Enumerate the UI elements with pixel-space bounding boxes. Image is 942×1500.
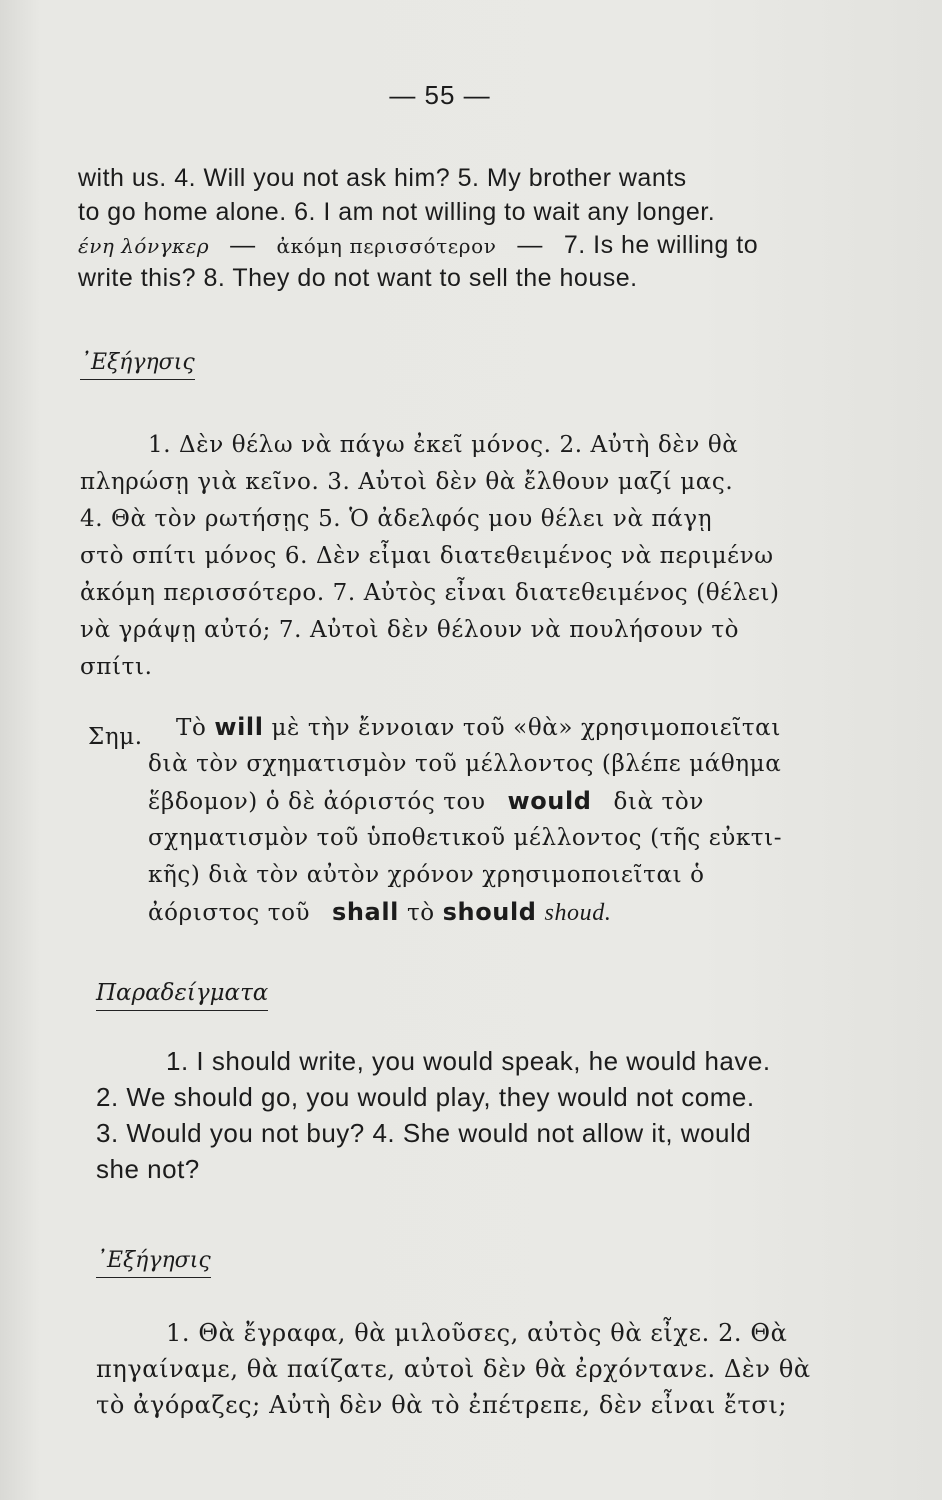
exercise-line-1: with us. 4. Will you not ask him? 5. My brother wants [78,164,687,192]
keyword-will: will [214,713,264,741]
exercise-line-4: write this? 8. They do not want to sell the house. [78,264,638,292]
greek-translation: ἀκόμη περισσότερον [276,234,497,258]
note-line-3 [148,786,704,817]
example-line: 1. I should write, you would speak, he would have. [166,1046,771,1076]
note-text: διὰ τὸν [613,789,704,815]
explanation-line: νὰ γράψῃ αὐτό; 7. Αὐτοὶ δὲν θέλουν νὰ πουλήσουν τὸ [80,617,740,643]
note-text: Τὸ [176,715,207,741]
explanation2-line: τὸ ἀγόραζες; Αὐτὴ δὲν θὰ τὸ ἐπέτρεπε, δὲν εἶναι ἔτσι; [96,1391,788,1419]
page-number: — 55 — [389,80,491,110]
explanation2-line: 1. Θὰ ἔγραφα, θὰ μιλοῦσες, αὐτὸς θὰ εἶχε. 2. Θὰ [166,1319,788,1347]
section-heading-explanation: ᾿Εξήγησις [80,350,195,380]
explanation-line: πληρώσῃ γιὰ κεῖνο. 3. Αὐτοὶ δὲν θὰ ἔλθουν μαζί μας. [80,469,734,495]
section-heading-explanation-2: ᾿Εξήγησις [96,1248,211,1278]
note-text: μὲ τὴν ἔννοιαν τοῦ «θὰ» χρησιμοποιεῖται [271,715,781,741]
dash: — [230,231,256,259]
note-line-1 [176,712,781,743]
pronunciation-text: ένη λόνγκερ [78,234,210,258]
explanation-line: 1. Δὲν θέλω νὰ πάγω ἐκεῖ μόνος. 2. Αὐτὴ δὲν θὰ [148,432,739,458]
note-line-5: κῆς) διὰ τὸν αὐτὸν χρόνον χρησιμοποιεῖται ὁ [148,862,705,888]
keyword-would: would [507,787,592,815]
keyword-shall: shall [331,898,400,926]
explanation-line: ἀκόμη περισσότερο. 7. Αὐτὸς εἶναι διατεθειμένος (θέλει) [80,580,780,606]
example-line: 3. Would you not buy? 4. She would not allow it, would [96,1118,752,1148]
note-label: Σημ. [88,724,143,750]
note-text: ἕβδομον) ὁ δὲ ἀόριστός του [148,789,486,815]
explanation-line: στὸ σπίτι μόνος 6. Δὲν εἶμαι διατεθειμένος νὰ περιμένω [80,543,774,569]
section-heading-examples: Παραδείγματα [96,980,268,1011]
pronunciation-text: shoud. [544,900,612,926]
note-line-2: διὰ τὸν σχηματισμὸν τοῦ μέλλοντος (βλέπε μάθημα [148,751,782,777]
example-line: she not? [96,1154,200,1184]
note-line-6 [148,897,611,928]
explanation-line: σπίτι. [80,654,153,680]
explanation-line: 4. Θὰ τὸν ρωτήσῃς 5. Ὁ ἀδελφός μου θέλει νὰ πάγῃ [80,506,713,532]
note-text: τὸ [406,900,435,926]
example-line: 2. We should go, you would play, they would not come. [96,1082,755,1112]
dash: — [517,231,543,259]
exercise-line-3 [78,230,758,261]
note-line-4: σχηματισμὸν τοῦ ὑποθετικοῦ μέλλοντος (τῆς εὐκτι- [148,825,783,851]
explanation2-line: πηγαίναμε, θὰ παίζατε, αὐτοὶ δὲν θὰ ἐρχόντανε. Δὲν θὰ [96,1355,811,1383]
keyword-should: should [442,898,537,926]
exercise-line-2: to go home alone. 6. I am not willing to wait any longer. [78,198,716,226]
exercise-text: 7. Is he willing to [563,231,759,259]
note-text: ἀόριστος τοῦ [148,900,311,926]
